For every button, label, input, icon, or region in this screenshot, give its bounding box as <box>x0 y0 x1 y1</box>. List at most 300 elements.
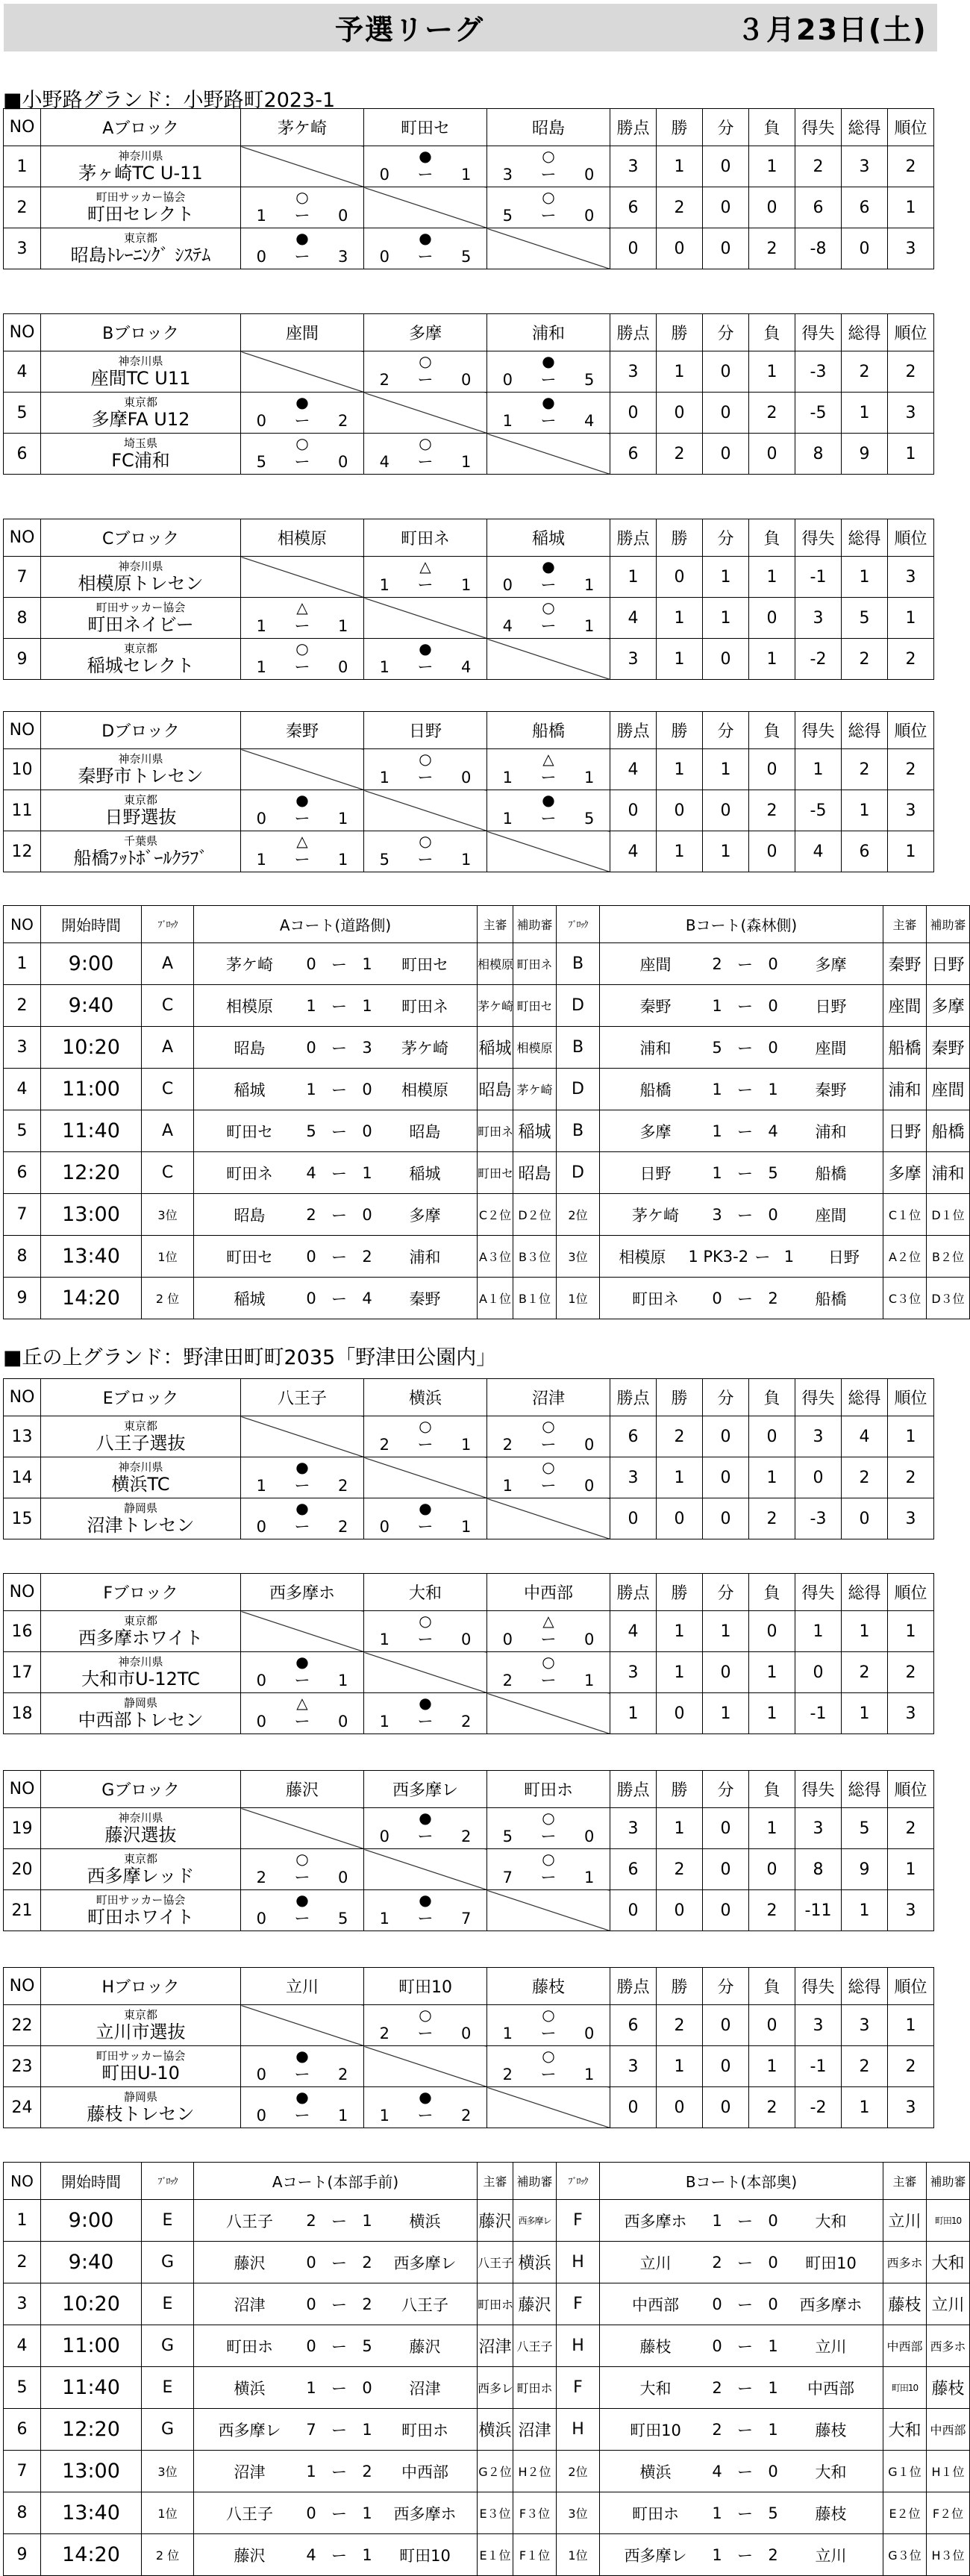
away-team: 町田セ <box>401 955 448 974</box>
score-dash: ー <box>331 1039 347 1057</box>
result-mark-icon: ● <box>295 393 309 411</box>
court-a-assistant: 西多摩レ <box>513 2200 557 2242</box>
stat-value: 1 <box>657 639 703 680</box>
stat-header: 負 <box>749 1379 795 1416</box>
team-row <box>4 1498 934 1539</box>
stat-value: 0 <box>703 1652 749 1693</box>
result-mark-icon: △ <box>542 750 554 768</box>
score-for: 0 <box>256 412 267 430</box>
stat-value: 2 <box>888 639 934 680</box>
stat-value: 2 <box>888 1652 934 1693</box>
team-no: 20 <box>4 1849 41 1890</box>
court-a-assistant: 町田セ <box>513 985 557 1027</box>
team-cell <box>41 228 241 269</box>
match-score <box>241 2066 363 2083</box>
court-a-assistant: H２位 <box>513 2451 557 2492</box>
stat-value: 1 <box>749 1693 795 1734</box>
stat-value: 1 <box>657 1457 703 1498</box>
team-cell <box>41 1611 241 1652</box>
away-score: 4 <box>768 1122 778 1140</box>
stat-value: 0 <box>703 434 749 475</box>
score-dash: ー <box>417 769 434 787</box>
schedule-header: ﾌﾞﾛｯｸ <box>557 906 600 943</box>
team-prefecture: 東京都 <box>123 793 157 807</box>
stat-value: 2 <box>888 1808 934 1849</box>
stat-value: 2 <box>749 393 795 434</box>
stat-value: 2 <box>842 749 888 790</box>
score-dash: ー <box>294 2066 310 2083</box>
result-mark-icon: △ <box>542 1612 554 1630</box>
team-row <box>4 1693 934 1734</box>
stat-value: 0 <box>657 1498 703 1539</box>
score-for: 1 <box>502 412 513 430</box>
score-for: 3 <box>502 166 513 184</box>
stat-value: 2 <box>888 749 934 790</box>
court-a-referee: 八王子 <box>478 2242 513 2283</box>
start-time: 9:40 <box>41 985 142 1027</box>
court-b-block: H <box>557 2325 600 2367</box>
away-score: 0 <box>362 1122 372 1140</box>
stat-header: 負 <box>749 1771 795 1808</box>
court-b-block: 1位 <box>557 2534 600 2576</box>
start-time: 13:40 <box>41 1236 142 1278</box>
away-team: 日野 <box>827 1248 860 1266</box>
stat-value: 3 <box>795 1808 842 1849</box>
stat-value: 2 <box>749 2087 795 2128</box>
stat-value: 3 <box>610 2046 657 2087</box>
score-dash: ー <box>294 851 310 869</box>
team-name: FC浦和 <box>111 449 170 471</box>
score-dash: ー <box>737 997 753 1016</box>
score-dash: ー <box>294 1713 310 1731</box>
start-time: 13:40 <box>41 2492 142 2534</box>
self-match-diagonal <box>364 1849 487 1890</box>
stat-value: 0 <box>703 351 749 393</box>
match-score <box>241 1672 363 1689</box>
stat-header: 順位 <box>888 314 934 351</box>
stat-value: 0 <box>610 790 657 831</box>
result-mark-icon: ○ <box>419 1417 432 1435</box>
stat-value: 4 <box>610 749 657 790</box>
stat-header: 分 <box>703 519 749 557</box>
stat-value: 1 <box>749 146 795 187</box>
result-mark-icon: △ <box>419 557 431 575</box>
stat-value: 0 <box>703 1849 749 1890</box>
stat-header: 得失 <box>795 109 842 146</box>
league-table <box>3 1770 934 1931</box>
match-result-cell <box>241 1498 364 1539</box>
schedule-row <box>4 943 970 985</box>
team-row <box>4 2005 934 2046</box>
stat-value: 0 <box>657 1693 703 1734</box>
score-dash: ー <box>417 1436 434 1454</box>
match-result-cell <box>487 1808 610 1849</box>
score-against: 1 <box>583 1869 595 1886</box>
away-score: 1 <box>783 1247 795 1266</box>
court-b-block: B <box>557 943 600 985</box>
score-for: 2 <box>379 1436 390 1454</box>
score-against: 1 <box>583 617 595 635</box>
score-dash: ー <box>294 658 310 676</box>
score-against: 0 <box>460 2025 472 2042</box>
court-a-assistant: B３位 <box>513 1236 557 1278</box>
stat-value: 2 <box>657 1849 703 1890</box>
score-dash: ー <box>417 1713 434 1731</box>
stat-value: -3 <box>795 351 842 393</box>
score-for: 1 <box>502 810 513 828</box>
match-no: 5 <box>4 2367 41 2409</box>
block-name: Gブロック <box>41 1771 241 1808</box>
self-match-diagonal <box>364 1652 487 1693</box>
stat-header: 分 <box>703 314 749 351</box>
court-a-block: G <box>142 2409 194 2451</box>
score-dash: ー <box>540 810 557 828</box>
match-score <box>241 412 363 430</box>
opponent-header: 浦和 <box>487 314 610 351</box>
stat-header: 順位 <box>888 1574 934 1611</box>
score-dash: ー <box>331 2546 347 2565</box>
start-time: 13:00 <box>41 2451 142 2492</box>
team-cell <box>41 1457 241 1498</box>
court-a-assistant: D２位 <box>513 1194 557 1236</box>
match-result-cell <box>241 1890 364 1931</box>
score-dash: ー <box>294 1672 310 1689</box>
score-against: 0 <box>583 1436 595 1454</box>
match-result-cell <box>487 1416 610 1457</box>
match-score <box>241 658 363 676</box>
court-b-referee: 西多ホ <box>883 2242 927 2283</box>
stat-value: 1 <box>888 1416 934 1457</box>
opponent-header: 多摩 <box>364 314 487 351</box>
team-name: 町田ネイビー <box>87 613 194 635</box>
home-score: 2 <box>306 1205 316 1224</box>
match-result-cell <box>241 2046 364 2087</box>
home-team: 横浜 <box>234 2379 266 2398</box>
no-header: NO <box>4 109 41 146</box>
court-a-match <box>194 1236 478 1278</box>
match-score <box>364 453 486 471</box>
score-for: 1 <box>256 658 267 676</box>
stat-value: 0 <box>749 187 795 228</box>
home-team: 中西部 <box>632 2295 679 2314</box>
schedule-header: 主審 <box>478 2163 513 2200</box>
schedule-header: Aコート(本部手前) <box>194 2163 478 2200</box>
opponent-header: 西多摩ホ <box>241 1574 364 1611</box>
home-score: 0 <box>306 954 316 973</box>
match-schedule-table <box>3 2162 970 2576</box>
court-a-block: C <box>142 985 194 1027</box>
team-no: 18 <box>4 1693 41 1734</box>
court-b-referee: 立川 <box>883 2200 927 2242</box>
stat-value: 0 <box>749 1416 795 1457</box>
court-b-referee: G１位 <box>883 2451 927 2492</box>
league-header-row <box>4 1968 934 2005</box>
team-no: 15 <box>4 1498 41 1539</box>
court-b-match <box>600 1069 883 1110</box>
score-dash: ー <box>417 576 434 594</box>
team-cell <box>41 146 241 187</box>
stat-value: 2 <box>795 146 842 187</box>
team-prefecture: 千葉県 <box>123 834 157 848</box>
team-name: 昭島ﾄﾚｰﾆﾝｸﾞ ｼｽﾃﾑ <box>70 244 211 266</box>
court-b-block: D <box>557 1069 600 1110</box>
court-a-assistant: F１位 <box>513 2534 557 2576</box>
stat-header: 順位 <box>888 712 934 749</box>
stat-value: 1 <box>657 351 703 393</box>
stat-header: 勝点 <box>610 1968 657 2005</box>
team-no: 6 <box>4 434 41 475</box>
stat-value: 1 <box>657 1652 703 1693</box>
team-no: 4 <box>4 351 41 393</box>
score-dash: ー <box>294 2107 310 2125</box>
court-a-match <box>194 1194 478 1236</box>
home-score: 0 <box>712 1289 722 1307</box>
match-result-cell <box>241 393 364 434</box>
score-against: 1 <box>583 1672 595 1689</box>
home-team: 船橋 <box>639 1081 672 1099</box>
stat-header: 分 <box>703 109 749 146</box>
home-score: 3 <box>712 1205 722 1224</box>
stat-value: 1 <box>610 1693 657 1734</box>
home-score: 2 <box>712 2378 722 2397</box>
score-dash: ー <box>737 1081 753 1099</box>
self-match-diagonal <box>487 434 610 475</box>
match-score <box>364 371 486 389</box>
block-name: Cブロック <box>41 519 241 557</box>
stat-value: 1 <box>703 831 749 872</box>
score-for: 1 <box>379 2107 390 2125</box>
self-match-diagonal <box>487 639 610 680</box>
score-dash: ー <box>331 2337 347 2356</box>
stat-value: 0 <box>610 228 657 269</box>
stat-header: 順位 <box>888 519 934 557</box>
score-against: 5 <box>583 371 595 389</box>
stat-value: 0 <box>703 790 749 831</box>
stat-value: 1 <box>703 1693 749 1734</box>
stat-header: 分 <box>703 712 749 749</box>
score-dash: ー <box>294 1518 310 1536</box>
home-score: 1 <box>712 2504 722 2522</box>
score-against: 0 <box>337 1869 348 1886</box>
court-b-block: D <box>557 985 600 1027</box>
match-score <box>487 371 610 389</box>
stat-value: 0 <box>703 1890 749 1931</box>
home-score: 1 <box>306 996 316 1015</box>
court-b-assistant: 中西部 <box>927 2409 970 2451</box>
home-score: 1 <box>712 1163 722 1182</box>
court-a-referee: 稲城 <box>478 1027 513 1069</box>
team-cell <box>41 351 241 393</box>
match-no: 2 <box>4 2242 41 2283</box>
match-no: 3 <box>4 1027 41 1069</box>
match-score <box>487 1672 610 1689</box>
stat-value: 3 <box>842 2005 888 2046</box>
stat-value: 1 <box>703 557 749 598</box>
score-dash: ー <box>737 1039 753 1057</box>
stat-header: 得失 <box>795 314 842 351</box>
stat-value: 0 <box>657 1890 703 1931</box>
match-result-cell <box>364 1808 487 1849</box>
home-score: 1 PK3-2 <box>688 1247 749 1266</box>
match-result-cell <box>487 1652 610 1693</box>
court-a-assistant: 昭島 <box>513 1152 557 1194</box>
away-team: 町田10 <box>399 2546 451 2565</box>
stat-value: 0 <box>610 393 657 434</box>
match-result-cell <box>364 2005 487 2046</box>
stat-value: -11 <box>795 1890 842 1931</box>
team-name: 大和市U-12TC <box>81 1668 200 1689</box>
stat-value: 0 <box>703 1416 749 1457</box>
court-b-match <box>600 1194 883 1236</box>
home-score: 4 <box>712 2462 722 2480</box>
court-a-match <box>194 2451 478 2492</box>
score-against: 0 <box>460 371 472 389</box>
score-dash: ー <box>540 576 557 594</box>
score-dash: ー <box>294 810 310 828</box>
match-score <box>241 1518 363 1536</box>
score-dash: ー <box>417 851 434 869</box>
court-a-block: A <box>142 1027 194 1069</box>
court-b-referee: 藤枝 <box>883 2283 927 2325</box>
score-dash: ー <box>417 248 434 266</box>
result-mark-icon: ● <box>542 352 555 370</box>
court-a-match <box>194 2367 478 2409</box>
team-no: 10 <box>4 749 41 790</box>
stat-value: 3 <box>610 639 657 680</box>
block-name: Bブロック <box>41 314 241 351</box>
stat-header: 総得 <box>842 1574 888 1611</box>
match-result-cell <box>241 228 364 269</box>
match-score <box>241 1713 363 1731</box>
team-row <box>4 790 934 831</box>
team-name: 西多摩ホワイト <box>78 1627 204 1648</box>
court-a-referee: E１位 <box>478 2534 513 2576</box>
match-score <box>487 617 610 635</box>
team-cell <box>41 1808 241 1849</box>
result-mark-icon: ● <box>542 557 555 575</box>
match-result-cell <box>487 1457 610 1498</box>
stat-header: 負 <box>749 314 795 351</box>
team-no: 7 <box>4 557 41 598</box>
league-header-row <box>4 1771 934 1808</box>
stat-value: 3 <box>888 228 934 269</box>
venue-title: ■小野路グランド：小野路町2023-1 <box>3 89 336 112</box>
stat-value: 0 <box>657 557 703 598</box>
home-score: 0 <box>306 2336 316 2355</box>
stat-value: 1 <box>703 749 749 790</box>
home-team: 西多摩レ <box>218 2421 281 2439</box>
schedule-row <box>4 1152 970 1194</box>
stat-value: 1 <box>657 831 703 872</box>
away-score: 1 <box>768 1080 778 1098</box>
home-score: 0 <box>306 1247 316 1266</box>
team-prefecture: 東京都 <box>123 2007 157 2022</box>
court-a-block: E <box>142 2200 194 2242</box>
score-against: 0 <box>583 2025 595 2042</box>
court-b-match <box>600 2492 883 2534</box>
stat-header: 勝 <box>657 109 703 146</box>
away-team: 大和 <box>815 2212 847 2230</box>
score-against: 0 <box>583 166 595 184</box>
stat-value: 1 <box>888 434 934 475</box>
result-mark-icon: ● <box>419 1499 432 1517</box>
court-a-block: G <box>142 2325 194 2367</box>
team-prefecture: 東京都 <box>123 1851 157 1866</box>
team-name: 座間TC U11 <box>90 367 191 389</box>
stat-header: 勝 <box>657 1771 703 1808</box>
score-dash: ー <box>331 2421 347 2439</box>
away-team: 相模原 <box>401 1081 448 1099</box>
stat-value: 3 <box>610 1808 657 1849</box>
match-result-cell <box>364 557 487 598</box>
stat-value: 1 <box>888 187 934 228</box>
self-match-diagonal <box>364 790 487 831</box>
match-no: 4 <box>4 2325 41 2367</box>
away-score: 4 <box>362 1289 372 1307</box>
away-team: 町田10 <box>805 2254 857 2272</box>
stat-header: 分 <box>703 1574 749 1611</box>
stat-header: 勝 <box>657 1574 703 1611</box>
away-score: 0 <box>768 954 778 973</box>
stat-value: 1 <box>657 2046 703 2087</box>
stat-value: 2 <box>842 639 888 680</box>
court-a-block: 2 位 <box>142 2534 194 2576</box>
self-match-diagonal <box>364 598 487 639</box>
home-team: 稲城 <box>234 1289 266 1308</box>
stat-value: 0 <box>703 146 749 187</box>
score-dash: ー <box>331 1289 347 1308</box>
match-score <box>364 851 486 869</box>
score-dash: ー <box>540 1436 557 1454</box>
schedule-header: 補助審 <box>927 906 970 943</box>
stat-value: 0 <box>657 393 703 434</box>
score-for: 1 <box>256 617 267 635</box>
score-dash: ー <box>294 412 310 430</box>
team-row <box>4 146 934 187</box>
match-score <box>241 453 363 471</box>
stat-header: 負 <box>749 712 795 749</box>
match-score <box>364 769 486 787</box>
team-prefecture: 神奈川県 <box>118 1810 163 1825</box>
stat-value: 1 <box>657 1808 703 1849</box>
stat-value: 3 <box>610 146 657 187</box>
match-result-cell <box>487 1849 610 1890</box>
score-dash: ー <box>737 2337 753 2356</box>
away-score: 2 <box>362 2253 372 2272</box>
stat-value: 0 <box>749 749 795 790</box>
score-dash: ー <box>331 2379 347 2398</box>
score-dash: ー <box>754 1248 771 1266</box>
stat-value: 1 <box>842 2087 888 2128</box>
team-no: 2 <box>4 187 41 228</box>
home-score: 1 <box>306 2462 316 2480</box>
score-for: 2 <box>502 1672 513 1689</box>
match-score <box>364 1518 486 1536</box>
stat-value: 4 <box>795 831 842 872</box>
match-result-cell <box>241 1693 364 1734</box>
opponent-header: 町田10 <box>364 1968 487 2005</box>
court-b-match <box>600 1110 883 1152</box>
stat-value: 0 <box>610 2087 657 2128</box>
stat-value: 0 <box>703 2005 749 2046</box>
score-dash: ー <box>331 1164 347 1183</box>
team-name: 立川市選抜 <box>96 2021 186 2042</box>
schedule-header: 開始時間 <box>41 2163 142 2200</box>
stat-header: 分 <box>703 1968 749 2005</box>
schedule-header: 補助審 <box>927 2163 970 2200</box>
team-no: 17 <box>4 1652 41 1693</box>
schedule-row <box>4 985 970 1027</box>
